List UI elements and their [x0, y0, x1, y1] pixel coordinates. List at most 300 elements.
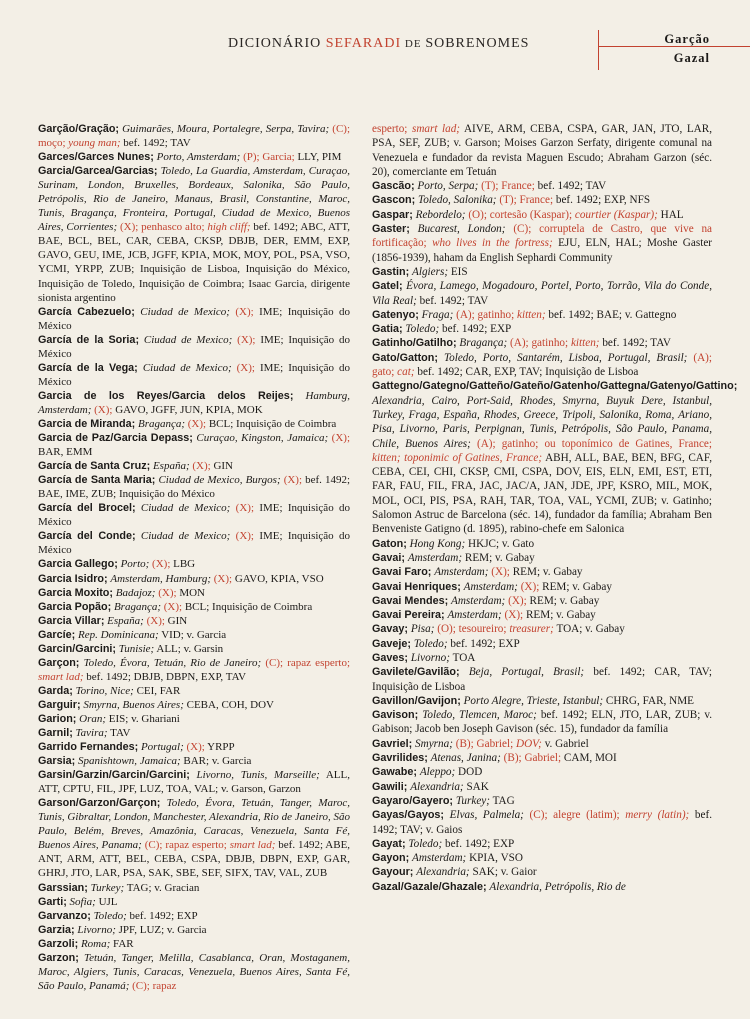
- entry-meaning: (B); Gabriel;: [503, 752, 562, 765]
- entry-sources: GIN: [213, 460, 234, 473]
- entry-sources: CHRG, FAR, NME: [605, 694, 694, 707]
- entry-meaning: (X);: [235, 530, 254, 543]
- entry-places: Bragança;: [113, 600, 161, 613]
- entry-headword: Garssian;: [38, 881, 88, 894]
- entry-places: Livorno;: [410, 651, 450, 664]
- dictionary-entry: [38, 881, 350, 895]
- dictionary-entry: [38, 684, 350, 698]
- entry-meaning-english: treasurer;: [509, 623, 554, 636]
- entry-places: Bragança;: [459, 337, 508, 350]
- dictionary-entry: [38, 572, 350, 586]
- entry-places: Torino, Nice;: [75, 684, 134, 697]
- entry-places: Algiers;: [412, 265, 449, 278]
- entry-sources: YRPP: [207, 741, 235, 754]
- entry-headword: Gato/Gatton;: [372, 351, 438, 364]
- entry-places: Toledo;: [93, 909, 127, 922]
- entry-places: Bucarest, London;: [417, 223, 506, 236]
- entry-headword: Gawili;: [372, 780, 408, 793]
- entry-sources: bef. 1492; EXP: [444, 837, 515, 850]
- entry-sources: v. Gabriel: [544, 737, 589, 750]
- dictionary-entry: [372, 880, 712, 894]
- dictionary-entry: [372, 179, 712, 193]
- dictionary-entry: [372, 594, 712, 608]
- entry-headword: Gatia;: [372, 323, 403, 336]
- entry-sources: TOA; v. Gabay: [556, 623, 625, 636]
- entry-headword: Gastin;: [372, 265, 410, 278]
- entry-meaning-english: merry (latin);: [625, 809, 690, 822]
- entry-sources: REM; v. Gabay: [464, 551, 535, 564]
- dictionary-entry: [372, 565, 712, 579]
- entry-places: Atenas, Janina;: [430, 752, 501, 765]
- dictionary-entry: [372, 336, 712, 350]
- entry-places: Turkey;: [455, 794, 490, 807]
- entry-places: Toledo, Salonika;: [418, 194, 497, 207]
- entry-headword: Gayaro/Gayero;: [372, 794, 454, 807]
- entry-places: Toledo, Tlemcen, Maroc;: [422, 709, 537, 722]
- dictionary-entry: [38, 698, 350, 712]
- dictionary-entry: [372, 279, 712, 308]
- entry-headword: Gaton;: [372, 537, 407, 550]
- dictionary-entry: [38, 417, 350, 431]
- dictionary-entry: [372, 751, 712, 765]
- entry-sources: TAG; v. Gracian: [126, 881, 200, 894]
- entry-headword: Gascon;: [372, 194, 416, 207]
- dictionary-entry: [38, 459, 350, 473]
- entry-sources: AIVE, ARM, CEBA, CSPA, GAR, JAN, JTO, LAR, PSA, SEF, ZUB; v. Garson; Moises Garzon Serfaty, dirigente comunal na Venezuela e fundador da revista Maguen Escudo; Abraham Garzon (séc. 20), comerciante em Tetuán: [372, 123, 712, 178]
- entry-meaning: (T); France;: [481, 180, 535, 193]
- entry-headword: Garvanzo;: [38, 909, 91, 922]
- entry-headword: Gatenyo;: [372, 308, 419, 321]
- entry-places: Livorno;: [77, 923, 116, 936]
- entry-headword: García de la Vega;: [38, 361, 138, 374]
- right-column: [372, 122, 738, 894]
- guide-word-last: Gazal: [673, 51, 710, 65]
- entry-sources: bef. 1492; EXP: [450, 637, 520, 650]
- entry-sources: GAVO, JGFF, JUN, KPIA, MOK: [115, 403, 263, 416]
- entry-places: Fraga;: [421, 308, 454, 321]
- entry-places: Badajoz;: [115, 586, 156, 599]
- entry-meaning-english: kitten; toponimic of Gatines, France;: [372, 451, 543, 464]
- entry-meaning: (C); rapaz esperto;: [144, 839, 227, 852]
- entry-headword: Gavai Henriques;: [372, 580, 461, 593]
- dictionary-entry: [372, 708, 712, 737]
- entry-sources: bef. 1492; EXP: [129, 909, 198, 922]
- entry-places: Smyrna, Buenos Aires;: [83, 698, 184, 711]
- entry-sources: LBG: [173, 558, 196, 571]
- entry-headword: Garcia de Paz/Garcia Depass;: [38, 432, 193, 445]
- entry-sources: IME; Inquisição do México: [38, 305, 350, 332]
- dictionary-entry: [38, 614, 350, 628]
- entry-meaning: (X);: [331, 432, 350, 445]
- entry-places: Rebordelo;: [415, 208, 466, 221]
- entry-places: Toledo;: [408, 837, 443, 850]
- entry-places: Alexandria, Petrópolis, Rio de: [489, 880, 626, 893]
- entry-places: Oran;: [79, 712, 107, 725]
- entry-headword: Gavrilides;: [372, 752, 428, 765]
- entry-headword: Gavillon/Gavijon;: [372, 694, 461, 707]
- dictionary-entry: [38, 740, 350, 754]
- dictionary-entry: [372, 265, 712, 279]
- entry-headword: Garcin/Garcini;: [38, 642, 117, 655]
- entry-headword: Gavai Pereira;: [372, 609, 445, 622]
- dictionary-entry: [38, 431, 350, 459]
- entry-places: Amsterdam, Hamburg;: [110, 572, 211, 585]
- dictionary-entry: [38, 389, 350, 417]
- entry-sources: REM; v. Gabay: [542, 580, 612, 593]
- entry-headword: Gaveje;: [372, 637, 412, 650]
- entry-meaning: (T); France;: [499, 194, 554, 207]
- entry-places: Amsterdam;: [407, 551, 463, 564]
- entry-places: Évora, Lamego, Mogadouro, Portel, Porto, Torrão, Vila do Conde, Vila Real;: [372, 280, 713, 307]
- entry-meaning: (B); Gabriel;: [455, 737, 514, 750]
- entry-meaning: (X);: [504, 609, 524, 622]
- entry-places: Porto;: [120, 558, 150, 571]
- entry-headword: Garcia/Garcea/Garcias;: [38, 165, 158, 178]
- dictionary-entry: [38, 501, 350, 529]
- entry-sources: BCL; Inquisição de Coimbra: [184, 600, 313, 613]
- entry-meaning-english: who lives in the fortress;: [432, 237, 553, 250]
- entry-sources: REM; v. Gabay: [529, 594, 600, 607]
- entry-headword: Garguir;: [38, 698, 81, 711]
- dictionary-entry: [372, 737, 712, 751]
- entry-meaning-english: courtier (Kaspar);: [574, 208, 658, 221]
- entry-meaning: (X);: [235, 305, 254, 318]
- entry-places: Tavira;: [75, 727, 108, 740]
- entry-sources: REM; v. Gabay: [525, 609, 596, 622]
- entry-meaning: (X);: [236, 361, 255, 374]
- entry-places: Ciudad de Mexico;: [140, 502, 231, 515]
- entry-headword: Garda;: [38, 684, 73, 697]
- entry-places: Toledo;: [405, 323, 440, 336]
- entry-meaning: (X);: [163, 600, 183, 613]
- dictionary-entry: [38, 305, 350, 333]
- entry-meaning: (X);: [146, 614, 165, 627]
- entry-meaning-english: young man;: [68, 137, 121, 150]
- entry-places: Curaçao, Kingston, Jamaica;: [196, 432, 329, 445]
- entry-meaning-english: kitten;: [570, 337, 600, 350]
- entry-places: Porto, Amsterdam;: [156, 151, 241, 164]
- entry-sources: IME; Inquisição do México: [38, 530, 350, 557]
- entry-headword: Gazal/Gazale/Ghazale;: [372, 880, 487, 893]
- entry-headword: Garcia de los Reyes/Garcia delos Reijes;: [38, 389, 294, 402]
- entry-places: Ciudad de Mexico;: [140, 305, 230, 318]
- entry-headword: Garsia;: [38, 755, 76, 768]
- entry-sources: bef. 1492; TAV: [537, 180, 607, 193]
- entry-meaning: (X);: [237, 333, 256, 346]
- entry-sources: bef. 1492; CAR, TAV; Inquisição de Lisboa: [372, 666, 713, 693]
- entry-headword: Gayon;: [372, 852, 410, 865]
- entry-meaning: (X);: [192, 460, 211, 473]
- entry-headword: García de Santa Cruz;: [38, 460, 151, 473]
- entry-sources: UJL: [98, 895, 118, 908]
- entry-places: Alexandria;: [410, 780, 464, 793]
- entry-headword: Garcia Isidro;: [38, 572, 108, 585]
- entry-places: Spanishtown, Jamaica;: [77, 755, 181, 768]
- entry-headword: Gayas/Gayos;: [372, 809, 445, 822]
- entry-meaning-english: smart lad;: [229, 839, 276, 852]
- entry-headword: Garcíe;: [38, 628, 76, 641]
- dictionary-entry: [38, 796, 350, 880]
- dictionary-entry: [372, 637, 712, 651]
- entry-sources: ABH, ALL, BAE, BEN, BFG, CAF, CEBA, CEI, CHI, CKSP, CMI, CSPA, DOV, EIS, ELN, EMI, EST, ETI, FAR, FAU, FIL, FRA, JAC, JAC/A, JAN, JDE, JPF, KSRO, MIL, MOK, MOL, OCI, PIS, PSA, RAH, TAR, TOA, VAL, YCMI, ZUB; v. Gatinho; Salomon Astruc de Barcelona (séc. 14), fundador da família; Abraham Ben Benveniste Gatigno (d. 1895), rabino-chefe em Salonica: [372, 451, 713, 536]
- entry-headword: Gatel;: [372, 280, 403, 293]
- entry-sources: IME; Inquisição do México: [38, 333, 350, 360]
- entry-meaning: (X);: [508, 594, 527, 607]
- entry-places: Bragança;: [137, 417, 186, 430]
- entry-sources: FAR: [113, 937, 134, 950]
- entry-sources: CEBA, COH, DOV: [186, 698, 275, 711]
- entry-meaning: (C); alegre (latim);: [529, 809, 620, 822]
- entry-meaning: (X);: [235, 502, 254, 515]
- left-column: [38, 122, 350, 993]
- entry-meaning: (O); cortesão (Kaspar);: [468, 208, 573, 221]
- entry-sources: ALL, ATT, CPTU, FIL, JPF, LUZ, TOA, VAL; v. Garson, Garzon: [38, 769, 350, 796]
- entry-places: Toledo, Évora, Tetuán, Tanger, Maroc, Tunis, Gibraltar, London, Manchester, Alexandria, Rio de Janeiro, São Paulo, Belém, Breves, Amazônia, Caracas, Venezuela, Santa Fé, Buenos Aires, Panama;: [38, 797, 350, 852]
- entry-meaning: (C); moço;: [38, 123, 351, 150]
- dictionary-entry: [38, 333, 350, 361]
- dictionary-entry: [38, 754, 350, 768]
- entry-headword: Gavai Mendes;: [372, 594, 449, 607]
- entry-headword: García del Conde;: [38, 530, 136, 543]
- entry-meaning: (X);: [491, 566, 510, 579]
- dictionary-entry: [372, 665, 712, 694]
- entry-sources: bef. 1492; ABC, ATT, BAE, BCL, BEL, CAR, CEBA, CKSP, DBJB, DER, EMM, EXP, GAVO, GEU, IME, JCB, JGFF, KPIA, MOK, MOY, POL, PSA, VSO, YCMI, YRPP, ZUB; Inquisição de Lisboa, Inquisição do México, Inquisição de Toledo, Inquisição de Coimbra; Isaac Garcia, dirigente sionista argentino: [38, 221, 351, 304]
- entry-meaning: (X); penhasco alto;: [120, 221, 205, 234]
- entry-sources: bef. 1492; CAR, EXP, TAV; Inquisição de Lisboa: [417, 366, 639, 379]
- dictionary-entry: [38, 361, 350, 389]
- dictionary-entry: [38, 122, 350, 150]
- entry-headword: Garção/Gração;: [38, 123, 120, 135]
- entry-sources: HKJC; v. Gato: [468, 537, 535, 550]
- entry-sources: TAV: [110, 727, 131, 740]
- entry-headword: Gayour;: [372, 866, 414, 879]
- guide-word-first: Garção: [664, 32, 710, 46]
- entry-places: Ciudad de Mexico, Burgos;: [158, 474, 281, 487]
- entry-sources: TAG: [492, 794, 515, 807]
- dictionary-entry: [38, 656, 350, 684]
- entry-places: Alexandria;: [416, 866, 470, 879]
- entry-headword: Garion;: [38, 712, 77, 725]
- dictionary-entry: [372, 551, 712, 565]
- entry-sources: GIN: [167, 614, 188, 627]
- entry-sources: SAK; v. Gaior: [472, 866, 537, 879]
- entry-places: Beja, Portugal, Brasil;: [468, 666, 585, 679]
- dictionary-entry: [38, 712, 350, 726]
- entry-sources: CEI, FAR: [136, 684, 181, 697]
- dictionary-entry: [372, 851, 712, 865]
- entry-places: Smyrna;: [415, 737, 453, 750]
- entry-sources: IME; Inquisição do México: [38, 502, 351, 529]
- entry-sources: CAM, MOI: [563, 752, 617, 765]
- entry-sources: EIS: [450, 265, 468, 278]
- dictionary-entry: [372, 351, 712, 380]
- entry-places: Hong Kong;: [409, 537, 466, 550]
- entry-sources: SAK: [466, 780, 489, 793]
- entry-meaning: (X);: [520, 580, 540, 593]
- entry-headword: Garson/Garzon/Garçon;: [38, 797, 161, 810]
- entry-headword: Garzoli;: [38, 937, 79, 950]
- entry-headword: Garrido Fernandes;: [38, 741, 139, 754]
- dictionary-entry: [372, 808, 712, 837]
- entry-sources: ALL; v. Garsin: [156, 642, 224, 655]
- entry-headword: Garnil;: [38, 727, 73, 740]
- entry-sources: BCL; Inquisição de Coimbra: [208, 417, 337, 430]
- entry-places: Elvas, Palmela;: [449, 809, 524, 822]
- entry-headword: Gavai;: [372, 551, 406, 564]
- dictionary-entry: [372, 122, 712, 179]
- dictionary-entry: [372, 865, 712, 879]
- entry-sources: VID; v. Garcia: [161, 628, 227, 641]
- entry-headword: Gawabe;: [372, 766, 418, 779]
- entry-headword: Gattegno/Gategno/Gatteño/Gateño/Gatenho/Gattegna/Gatenyo/Gattino;: [372, 380, 738, 393]
- entry-meaning-english: high cliff;: [207, 221, 251, 234]
- entry-sources: EJU, ELN, HAL; Moshe Gaster (1856-1939), haham da English Sephardi Community: [372, 237, 713, 264]
- dictionary-entry: [372, 537, 712, 551]
- entry-meaning: (A); gatinho; ou toponímico de Gatines, France;: [476, 437, 713, 450]
- dictionary-entry: [38, 642, 350, 656]
- entry-sources: bef. 1492; TAV: [602, 337, 671, 350]
- entry-sources: TOA: [452, 651, 476, 664]
- entry-places: Porto, Serpa;: [417, 180, 479, 193]
- dictionary-entry: [38, 586, 350, 600]
- dictionary-entry: [38, 529, 350, 557]
- entry-sources: bef. 1492; TAV; v. Gaios: [372, 809, 712, 836]
- entry-sources: bef. 1492; EXP, NFS: [555, 194, 651, 207]
- entry-headword: Gayat;: [372, 837, 406, 850]
- entry-meaning: (X);: [186, 741, 205, 754]
- entry-meaning: (P); Garcia;: [243, 151, 295, 164]
- running-header: [228, 36, 588, 52]
- entry-sources: MON: [179, 586, 205, 599]
- dictionary-entry: [372, 694, 712, 708]
- dictionary-entry: [372, 322, 712, 336]
- entry-meaning: (A); gatinho;: [510, 337, 569, 350]
- entry-places: Toledo, Évora, Tetuán, Rio de Janeiro;: [83, 656, 262, 669]
- entry-headword: Gavay;: [372, 623, 409, 636]
- entry-headword: Gatinho/Gatilho;: [372, 337, 457, 350]
- dictionary-entry: [38, 895, 350, 909]
- dictionary-entry: [372, 651, 712, 665]
- entry-meaning: (C); rapaz: [132, 979, 177, 992]
- entry-headword: Gascão;: [372, 180, 415, 193]
- dictionary-entry: [38, 768, 350, 796]
- entry-places: Hamburg, Amsterdam;: [38, 389, 350, 416]
- dictionary-entry: [372, 222, 712, 265]
- entry-meaning-english: smart lad;: [38, 670, 84, 683]
- entry-sources: bef. 1492; TAV: [123, 137, 191, 150]
- entry-meaning: (X);: [94, 403, 113, 416]
- entry-headword: Gaspar;: [372, 208, 413, 221]
- header-title-part: DICIONÁRIO: [228, 36, 326, 51]
- dictionary-entry: [38, 557, 350, 571]
- entry-meaning: (A); gato;: [372, 351, 712, 379]
- entry-places: Livorno, Tunis, Marseille;: [196, 769, 320, 782]
- entry-places: Sofia;: [69, 895, 96, 908]
- dictionary-entry: [38, 600, 350, 614]
- entry-meaning-english: kitten;: [517, 308, 546, 321]
- entry-places: Turkey;: [90, 881, 125, 894]
- entry-headword: García de la Soria;: [38, 333, 140, 346]
- dictionary-entry: [372, 837, 712, 851]
- entry-places: Ciudad de Mexico;: [140, 530, 231, 543]
- dictionary-entry: [38, 164, 350, 304]
- entry-places: Toledo, Porto, Santarém, Lisboa, Portugal, Brasil;: [443, 351, 688, 364]
- dictionary-entry: [38, 628, 350, 642]
- entry-meaning: (X);: [283, 474, 303, 487]
- entry-sources: BAR, EMM: [38, 446, 93, 459]
- entry-headword: Garzon;: [38, 951, 79, 964]
- entry-places: España;: [107, 614, 144, 627]
- entry-places: Amsterdam;: [451, 594, 506, 607]
- dictionary-entry: [372, 208, 712, 222]
- entry-headword: Garcia de Miranda;: [38, 417, 136, 430]
- entry-sources: HAL: [660, 208, 684, 221]
- entry-sources: bef. 1492; TAV: [419, 294, 489, 307]
- entry-meaning: (C); rapaz esperto;: [265, 656, 351, 669]
- entry-headword: Garcia Moxito;: [38, 586, 113, 599]
- entry-sources: GAVO, KPIA, VSO: [234, 572, 324, 585]
- entry-meaning: esperto;: [372, 123, 408, 135]
- entry-places: Ciudad de Mexico;: [142, 361, 232, 374]
- entry-headword: Garcia Gallego;: [38, 558, 118, 571]
- entry-places: Roma;: [80, 937, 111, 950]
- entry-sources: KPIA, VSO: [469, 852, 523, 865]
- entry-places: Pisa;: [410, 623, 435, 636]
- entry-sources: bef. 1492; ELN, JTO, LAR, ZUB; v. Gabison; Jacob ben Joseph Gavison (séc. 15), fundador da família: [372, 709, 713, 736]
- entry-meaning-english: smart lad;: [411, 123, 461, 135]
- entry-sources: LLY, PIM: [297, 151, 342, 164]
- entry-places: Alexandria, Cairo, Port-Said, Rhodes, Smyrna, Buyuk Dere, Istanbul, Turkey, Fraga, España, Rhodes, Greece, Tripoli, Salonika, Roma, Ariano, Pisa, Livorno, Paris, Perpignan, Tunis, Petrópolis, São Paulo, Panama, Chile, Buenos Aires;: [372, 394, 712, 450]
- entry-meaning: (X);: [187, 417, 207, 430]
- entry-headword: Gavison;: [372, 709, 419, 722]
- entry-places: Tunisie;: [118, 642, 155, 655]
- dictionary-entry: [38, 923, 350, 937]
- entry-headword: Gavilete/Gavilão;: [372, 666, 460, 679]
- entry-headword: Gavriel;: [372, 737, 413, 750]
- entry-places: Aleppo;: [419, 766, 456, 779]
- entry-places: Amsterdam;: [463, 580, 518, 593]
- entry-sources: bef. 1492; EXP: [441, 323, 512, 336]
- dictionary-entry: [372, 608, 712, 622]
- entry-meaning: (X);: [152, 558, 171, 571]
- entry-meaning: (O); tesoureiro;: [437, 623, 507, 636]
- entry-sources: bef. 1492; BAE, IME, ZUB; Inquisição do México: [38, 474, 351, 501]
- entry-sources: bef. 1492; BAE; v. Gattegno: [548, 308, 677, 321]
- entry-places: Amsterdam;: [447, 609, 502, 622]
- entry-places: Amsterdam;: [412, 852, 467, 865]
- dictionary-entry: [372, 379, 738, 536]
- entry-sources: BAR; v. Garcia: [183, 755, 252, 768]
- entry-headword: Garsin/Garzin/Garcin/Garcini;: [38, 769, 190, 782]
- header-title-part: DE: [401, 38, 426, 50]
- entry-headword: Garcia Villar;: [38, 614, 105, 627]
- entry-headword: Garces/Garces Nunes;: [38, 151, 154, 164]
- entry-headword: García de Santa Maria;: [38, 474, 156, 487]
- entry-places: Toledo, La Guardia, Amsterdam, Curaçao, Surinam, London, Bruxelles, Bordeaux, Salonika, São Paulo, Petrópolis, Rio de Janeiro, Manaus, Brasil, Constantine, Maroc, Tunis, Bragança, Fronteira, Portugal, Ciudad de Mexico, Buenos Aires, Corrientes;: [38, 165, 350, 234]
- dictionary-entry: [372, 308, 712, 322]
- entry-meaning-english: cat;: [397, 366, 415, 379]
- dictionary-entry: [38, 150, 350, 164]
- entry-sources: bef. 1492; ABE, ANT, ARM, ATT, BEL, CEBA, CSPA, DBJB, DBPN, EXP, GAR, GHRJ, JTO, LAR, PSA, SAK, SBE, SEF, SIFX, TAV, VAL, ZUB: [38, 839, 351, 880]
- entry-sources: REM; v. Gabay: [512, 566, 583, 579]
- header-title-highlight: SEFARADI: [325, 36, 402, 51]
- dictionary-entry: [372, 780, 712, 794]
- entry-headword: Garcia Popão;: [38, 600, 112, 613]
- entry-places: Portugal;: [140, 741, 184, 754]
- entry-sources: bef. 1492; DBJB, DBPN, EXP, TAV: [86, 670, 247, 683]
- entry-places: España;: [152, 460, 190, 473]
- entry-places: Toledo;: [413, 637, 448, 650]
